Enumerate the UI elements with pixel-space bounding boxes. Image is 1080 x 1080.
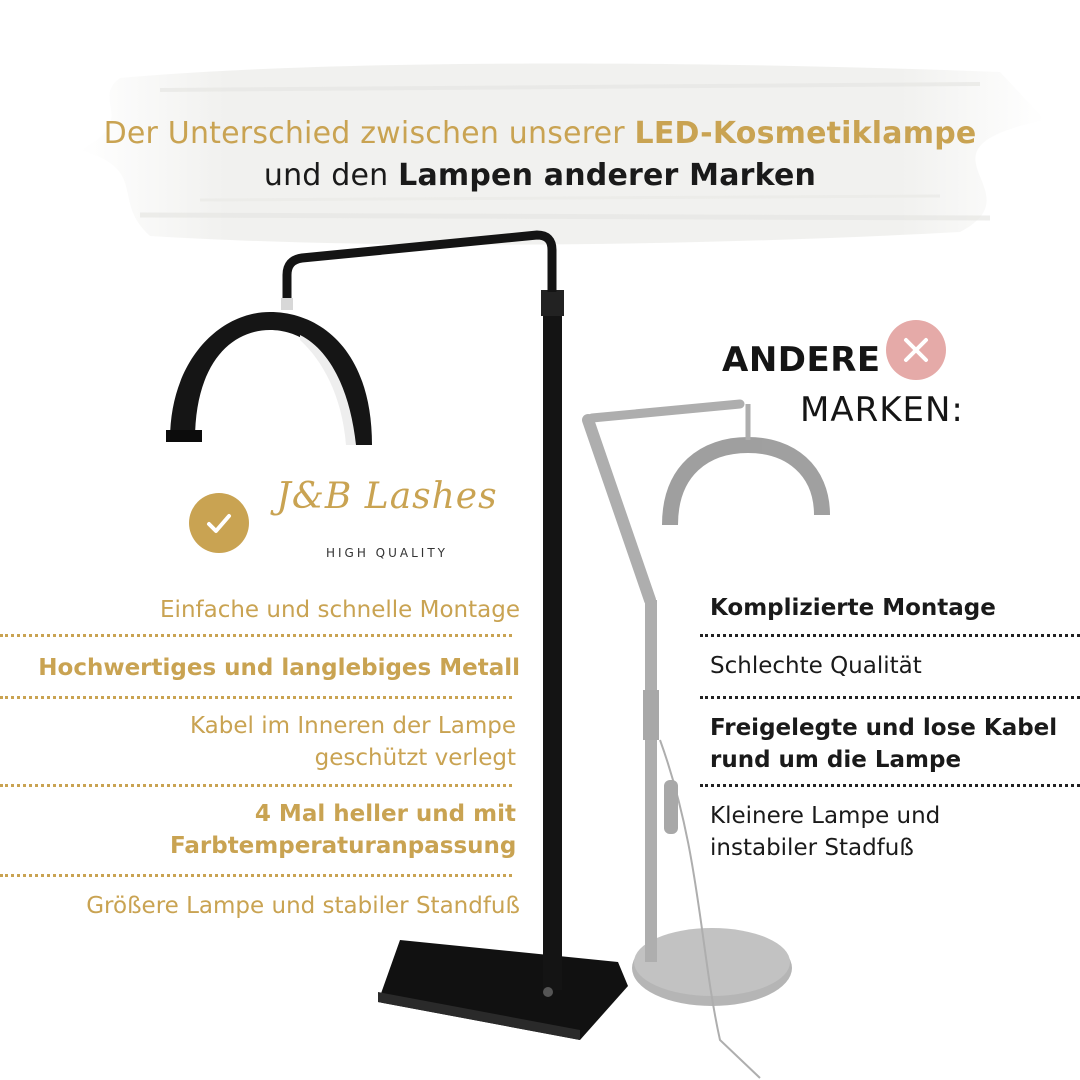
divider <box>0 696 512 699</box>
our-feature-5: Größere Lampe und stabiler Standfuß <box>86 893 520 919</box>
brand-logo-tagline: HIGH QUALITY <box>325 546 449 560</box>
check-icon <box>189 493 249 553</box>
our-feature-3: Kabel im Inneren der Lampe geschützt verlegt <box>190 713 516 771</box>
divider <box>0 784 512 787</box>
divider <box>0 874 512 877</box>
our-feature-1: Einfache und schnelle Montage <box>160 597 520 623</box>
headline-line-1-bold: LED-Kosmetiklampe <box>634 116 977 151</box>
our-feature-4: 4 Mal heller und mit Farbtemperaturanpassung <box>170 801 517 859</box>
headline-line-1-text: Der Unterschied zwischen unserer <box>103 116 635 151</box>
divider <box>0 634 512 637</box>
other-feature-3: Freigelegte und lose Kabel rund um die Lampe <box>710 715 1058 773</box>
divider <box>700 634 1080 637</box>
brand-logo-script: J&B Lashes <box>276 476 498 517</box>
headline-line-2-text: und den <box>263 158 399 193</box>
other-brands-title: ANDERE <box>722 340 881 380</box>
other-feature-1: Komplizierte Montage <box>710 595 996 621</box>
headline-line-2-bold: Lampen anderer Marken <box>398 158 817 193</box>
divider <box>700 696 1080 699</box>
divider <box>700 784 1080 787</box>
brand-logo <box>272 476 502 568</box>
other-feature-4: Kleinere Lampe und instabiler Stadfuß <box>710 803 941 861</box>
other-feature-2: Schlechte Qualität <box>710 653 922 679</box>
close-icon <box>886 320 946 380</box>
our-brand-badge <box>189 493 249 553</box>
other-brands-subtitle: MARKEN: <box>800 390 964 430</box>
other-brands-badge <box>886 320 946 380</box>
our-feature-2: Hochwertiges und langlebiges Metall <box>38 655 520 681</box>
